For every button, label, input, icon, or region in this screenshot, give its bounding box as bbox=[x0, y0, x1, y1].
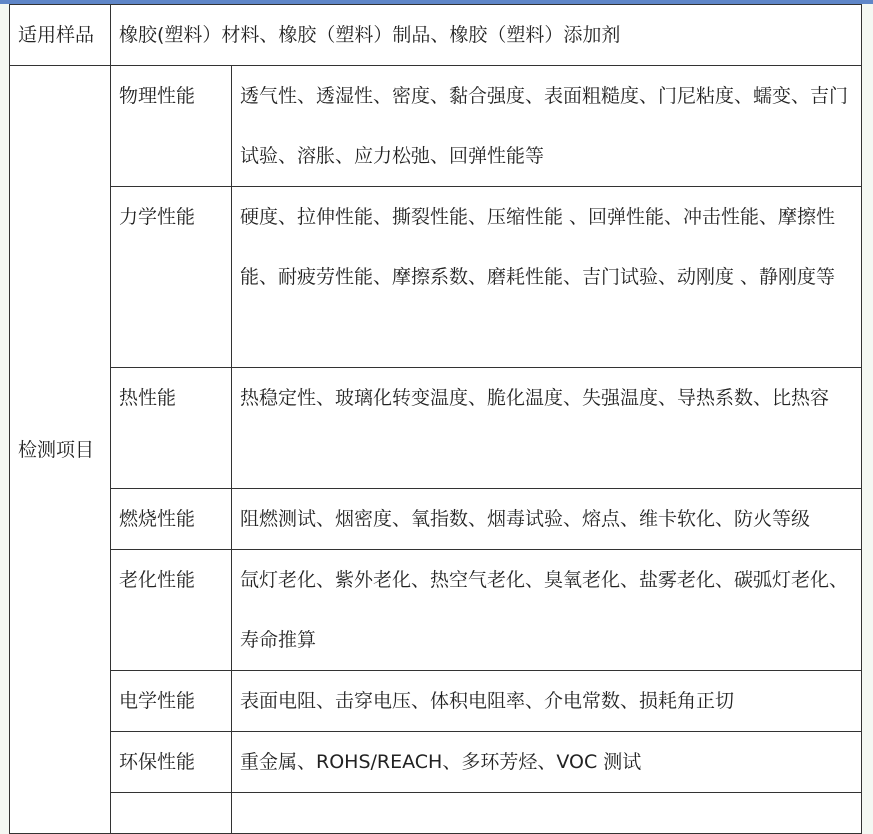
row-category: 老化性能 bbox=[111, 550, 232, 671]
row-category: 环保性能 bbox=[111, 732, 232, 793]
row-items: 表面电阻、击穿电压、体积电阻率、介电常数、损耗角正切 bbox=[232, 671, 862, 732]
applicable-samples-label: 适用样品 bbox=[10, 5, 111, 66]
row-items: 氙灯老化、紫外老化、热空气老化、臭氧老化、盐雾老化、碳弧灯老化、寿命推算 bbox=[232, 550, 862, 671]
table-row bbox=[10, 66, 862, 187]
applicable-samples-value: 橡胶(塑料）材料、橡胶（塑料）制品、橡胶（塑料）添加剂 bbox=[111, 5, 862, 66]
table-row-applicable-samples bbox=[10, 5, 862, 66]
row-category: 电学性能 bbox=[111, 671, 232, 732]
table-row bbox=[10, 671, 862, 732]
table-row bbox=[10, 793, 862, 834]
testing-spec-table bbox=[9, 4, 862, 834]
row-items: 重金属、ROHS/REACH、多环芳烃、VOC 测试 bbox=[232, 732, 862, 793]
row-items bbox=[232, 793, 862, 834]
table-row bbox=[10, 732, 862, 793]
row-category: 物理性能 bbox=[111, 66, 232, 187]
row-category: 力学性能 bbox=[111, 187, 232, 368]
section-label-test-items: 检测项目 bbox=[10, 66, 111, 834]
row-items: 透气性、透湿性、密度、黏合强度、表面粗糙度、门尼粘度、蠕变、吉门试验、溶胀、应力松弛、回弹性能等 bbox=[232, 66, 862, 187]
row-category: 燃烧性能 bbox=[111, 489, 232, 550]
table-row bbox=[10, 368, 862, 489]
row-items: 阻燃测试、烟密度、氧指数、烟毒试验、熔点、维卡软化、防火等级 bbox=[232, 489, 862, 550]
table-row bbox=[10, 550, 862, 671]
row-category bbox=[111, 793, 232, 834]
table-row bbox=[10, 187, 862, 368]
row-items: 硬度、拉伸性能、撕裂性能、压缩性能 、回弹性能、冲击性能、摩擦性能、耐疲劳性能、摩擦系数、磨耗性能、吉门试验、动刚度 、静刚度等 bbox=[232, 187, 862, 368]
table-row bbox=[10, 489, 862, 550]
row-category: 热性能 bbox=[111, 368, 232, 489]
row-items: 热稳定性、玻璃化转变温度、脆化温度、失强温度、导热系数、比热容 bbox=[232, 368, 862, 489]
